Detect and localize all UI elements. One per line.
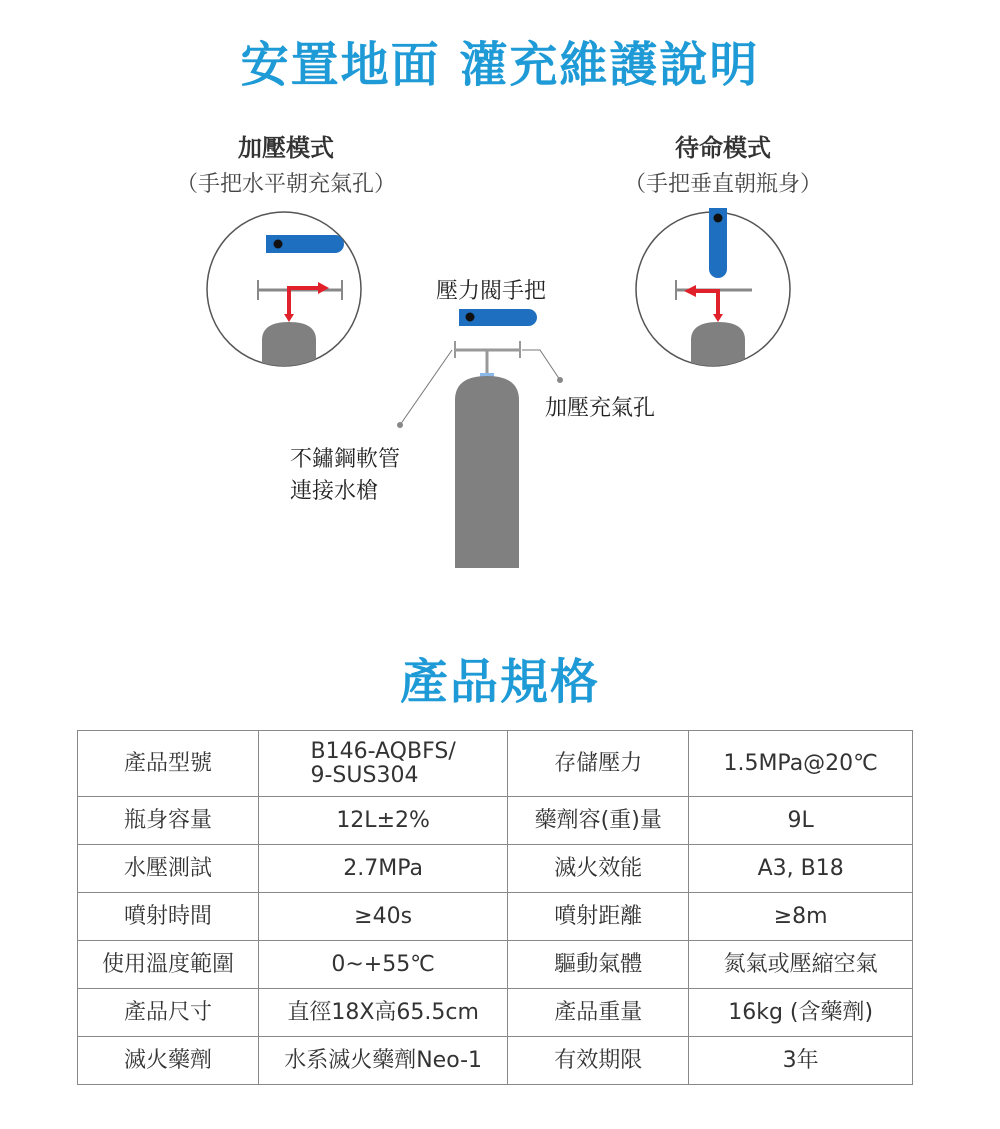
spec-value: 16kg (含藥劑) [689,989,913,1037]
spec-value: 12L±2% [259,797,508,845]
specs-title: 產品規格 [399,654,600,710]
spec-key: 噴射距離 [508,893,689,941]
pressurized-mode-subtitle: （手把水平朝充氣孔） [175,172,396,197]
spec-key: 噴射時間 [78,893,259,941]
valve-handle-label: 壓力閥手把 [436,279,547,304]
spec-value-line1: B146-AQBFS/ [310,738,456,764]
hose-label-line2: 連接水槍 [290,479,379,504]
table-row [78,797,913,845]
spec-key: 驅動氣體 [508,941,689,989]
standby-mode-subtitle: （手把垂直朝瓶身） [623,172,822,197]
spec-value-line2: 9-SUS304 [310,762,419,788]
hose-label-line1: 不鏽鋼軟管 [290,447,401,472]
spec-key: 滅火效能 [508,845,689,893]
table-row [78,989,913,1037]
spec-value: 9L [689,797,913,845]
spec-value: 水系滅火藥劑Neo-1 [259,1037,508,1085]
spec-value: 1.5MPa@20℃ [689,731,913,797]
maintenance-title: 安置地面 灌充維護說明 [240,37,760,93]
spec-key: 有效期限 [508,1037,689,1085]
spec-table [77,730,913,1085]
spec-key: 瓶身容量 [78,797,259,845]
spec-value: ≥40s [259,893,508,941]
spec-key: 存儲壓力 [508,731,689,797]
table-row [78,941,913,989]
table-row [78,1037,913,1085]
spec-key: 水壓測試 [78,845,259,893]
spec-value: 直徑18X高65.5cm [259,989,508,1037]
circle-diagram-pressurized-icon [207,212,361,380]
cylinder-top-icon [262,322,316,380]
standby-mode-title: 待命模式 [675,134,771,162]
cylinder-icon [397,309,563,568]
table-row [78,731,913,797]
spec-key: 滅火藥劑 [78,1037,259,1085]
spec-key: 產品尺寸 [78,989,259,1037]
spec-value: 2.7MPa [259,845,508,893]
spec-value [259,731,508,797]
circle-diagram-standby-icon [636,208,790,380]
spec-key: 產品型號 [78,731,259,797]
fill-port-label: 加壓充氣孔 [545,396,656,421]
spec-key: 藥劑容(重)量 [508,797,689,845]
table-row [78,845,913,893]
spec-value: A3, B18 [689,845,913,893]
spec-value: 3年 [689,1037,913,1085]
spec-key: 產品重量 [508,989,689,1037]
spec-value: ≥8m [689,893,913,941]
pressurized-mode-title: 加壓模式 [238,134,334,162]
spec-value: 氮氣或壓縮空氣 [689,941,913,989]
spec-key: 使用溫度範圍 [78,941,259,989]
table-row [78,893,913,941]
spec-value: 0~+55℃ [259,941,508,989]
